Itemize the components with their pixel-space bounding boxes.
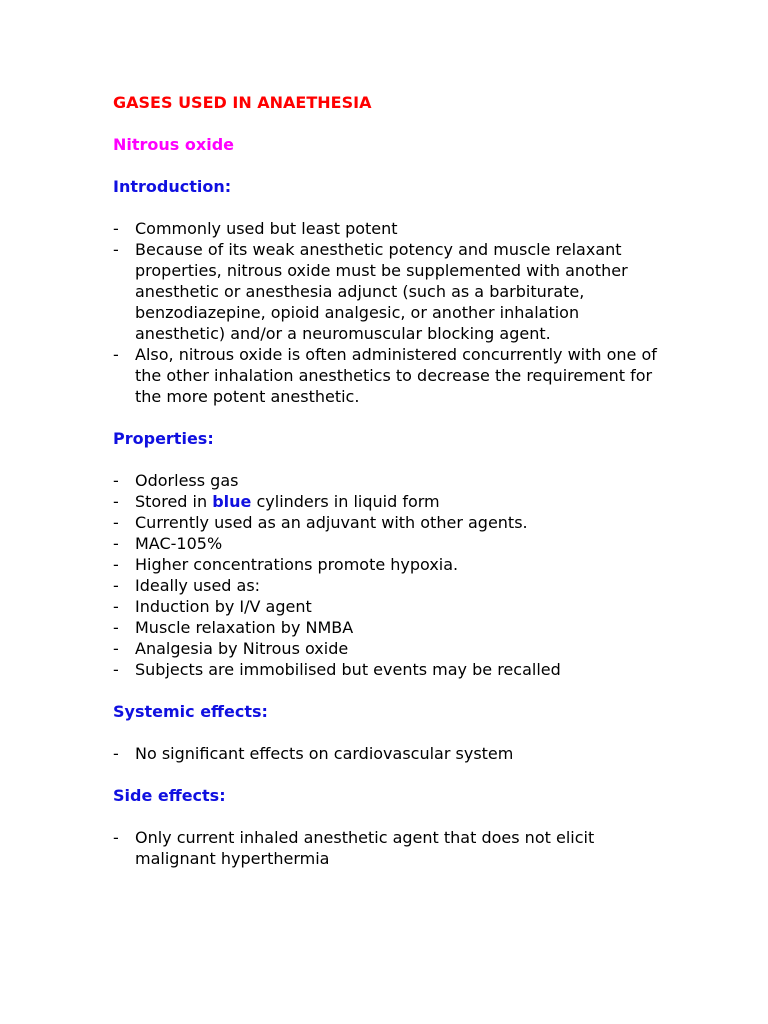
dash-marker: - bbox=[113, 618, 119, 637]
list-item-text: Analgesia by Nitrous oxide bbox=[135, 639, 349, 658]
list-item bbox=[113, 827, 673, 869]
section-heading-introduction: Introduction: bbox=[113, 177, 232, 196]
list-item-text: Induction by I/V agent bbox=[135, 597, 312, 616]
list-item bbox=[113, 638, 673, 659]
stored-text-before: Stored in bbox=[135, 492, 213, 511]
list-item-text: No significant effects on cardiovascular system bbox=[135, 744, 514, 763]
dash-marker: - bbox=[113, 513, 119, 532]
list-item-text: Muscle relaxation by NMBA bbox=[135, 618, 354, 637]
dash-marker: - bbox=[113, 492, 119, 511]
list-item-text: Only current inhaled anesthetic agent that does not elicit malignant hyperthermia bbox=[135, 828, 595, 868]
dash-marker: - bbox=[113, 534, 119, 553]
list-item-text: Currently used as an adjuvant with other agents. bbox=[135, 513, 528, 532]
list-item bbox=[113, 575, 673, 596]
list-item-text: Commonly used but least potent bbox=[135, 219, 398, 238]
list-item bbox=[113, 743, 673, 764]
dash-marker: - bbox=[113, 345, 119, 364]
list-item-text: Also, nitrous oxide is often administered concurrently with one of the other inhalation anesthetics to decrease the requirement for the more potent anesthetic. bbox=[135, 345, 657, 406]
blue-highlight: blue bbox=[212, 492, 252, 511]
dash-marker: - bbox=[113, 744, 119, 763]
list-item-stored bbox=[113, 491, 673, 512]
list-item-text: Higher concentrations promote hypoxia. bbox=[135, 555, 459, 574]
list-item bbox=[113, 533, 673, 554]
list-item bbox=[113, 344, 673, 407]
dash-marker: - bbox=[113, 660, 119, 679]
list-item bbox=[113, 617, 673, 638]
list-item bbox=[113, 596, 673, 617]
document-title: GASES USED IN ANAETHESIA bbox=[113, 93, 372, 112]
list-item bbox=[113, 239, 673, 344]
list-item bbox=[113, 218, 673, 239]
dash-marker: - bbox=[113, 597, 119, 616]
list-item bbox=[113, 554, 673, 575]
list-item bbox=[113, 470, 673, 491]
document-page bbox=[113, 92, 673, 890]
list-item bbox=[113, 512, 673, 533]
document-subtitle: Nitrous oxide bbox=[113, 135, 234, 154]
dash-marker: - bbox=[113, 219, 119, 238]
systemic-effects-list bbox=[113, 743, 673, 764]
stored-text-after: cylinders in liquid form bbox=[251, 492, 440, 511]
section-heading-side-effects: Side effects: bbox=[113, 786, 226, 805]
list-item-text: Because of its weak anesthetic potency and muscle relaxant properties, nitrous oxide must be supplemented with another anesthetic or anesthesia adjunct (such as a barbiturate, benzodiazepine, opioid analgesic, or another inhalation anesthetic) and/or a neuromuscular blocking agent. bbox=[135, 240, 628, 343]
dash-marker: - bbox=[113, 240, 119, 259]
list-item-text: MAC-105% bbox=[135, 534, 223, 553]
dash-marker: - bbox=[113, 471, 119, 490]
dash-marker: - bbox=[113, 576, 119, 595]
side-effects-list bbox=[113, 827, 673, 869]
list-item-text: Odorless gas bbox=[135, 471, 239, 490]
list-item-text: Ideally used as: bbox=[135, 576, 261, 595]
section-heading-properties: Properties: bbox=[113, 429, 214, 448]
dash-marker: - bbox=[113, 555, 119, 574]
properties-list bbox=[113, 470, 673, 680]
section-heading-systemic-effects: Systemic effects: bbox=[113, 702, 268, 721]
introduction-list bbox=[113, 218, 673, 407]
dash-marker: - bbox=[113, 828, 119, 847]
list-item-text: Subjects are immobilised but events may be recalled bbox=[135, 660, 561, 679]
dash-marker: - bbox=[113, 639, 119, 658]
list-item bbox=[113, 659, 673, 680]
